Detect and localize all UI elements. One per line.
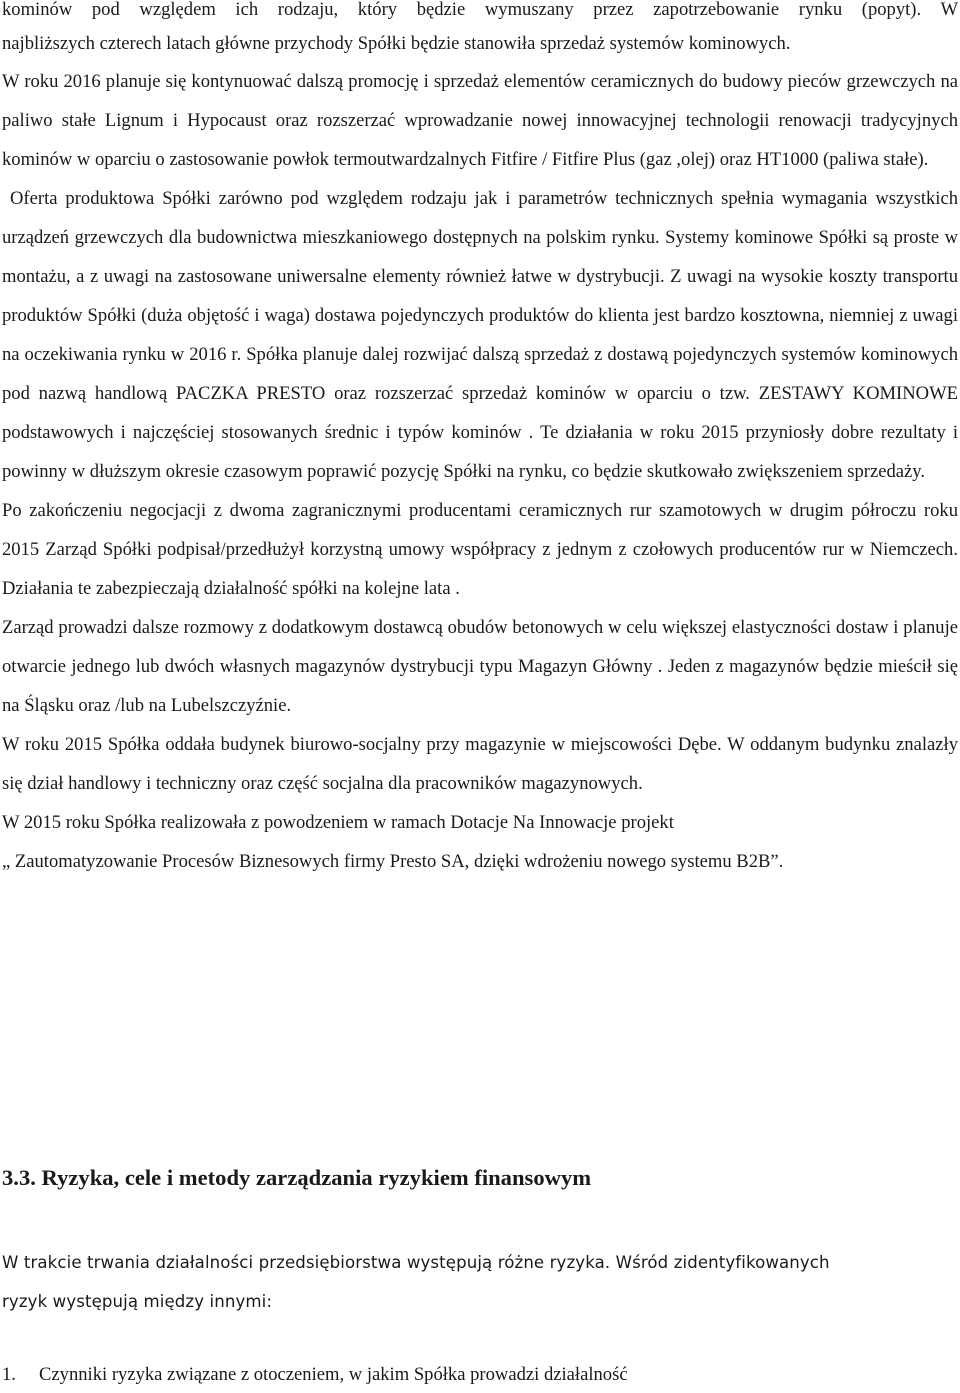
paragraph-office-building: W roku 2015 Spółka oddała budynek biurowo-socjalny przy magazynie w miejscowości Dębe. W oddanym budynku znalazły się dział handlowy i techniczny oraz część socjalna dla pracowników magazynowych. xyxy=(2,734,958,794)
paragraph-product-offer: Oferta produktowa Spółki zarówno pod względem rodzaju jak i parametrów technicznych spełnia wymagania wszystkich urządzeń grzewczych dla budownictwa mieszkaniowego dostępnych na polskim rynku. Systemy kominowe Spółki są proste w montażu, a z uwagi na zastosowane uniwersalne elementy również łatwe w dystrybucji. Z uwagi na wysokie koszty transportu produktów Spółki (duża objętość i waga) dostawa pojedynczych produktów do klienta jest bardzo kosztowna, niemniej z uwagi na oczekiwania rynku w 2016 r. Spółka planuje dalej rozwijać dalszą sprzedaż z dostawą pojedynczych systemów kominowych pod nazwą handlową PACZKA PRESTO oraz rozszerzać sprzedaż kominów w oparciu o tzw. ZESTAWY KOMINOWE podstawowych i najczęściej stosowanych średnic i typów kominów . Te działania w roku 2015 przyniosły dobre rezultaty i powinny w dłuższym okresie czasowym poprawić pozycję Spółki na rynku, co będzie skutkowało zwiększeniem sprzedaży. xyxy=(2,188,958,482)
paragraph-continuation-line-1: kominów pod względem ich rodzaju, który będzie wymuszany przez zapotrzebowanie rynku (popyt). W xyxy=(2,0,958,20)
section-intro-line-1: W trakcie trwania działalności przedsiębiorstwa występują różne ryzyka. Wśród zidentyfikowanych xyxy=(2,1253,830,1272)
section-title: Ryzyka, cele i metody zarządzania ryzykiem finansowym xyxy=(41,1165,592,1190)
list-item xyxy=(2,1360,958,1390)
section-number: 3.3. xyxy=(2,1165,36,1190)
section-intro xyxy=(2,1243,958,1321)
paragraph-continuation-line-2: najbliższych czterech latach główne przychody Spółki będzie stanowiła sprzedaż systemów kominowych. xyxy=(2,32,791,54)
section-intro-line-2: ryzyk występują między innymi: xyxy=(2,1292,273,1311)
paragraph-innovation-grant: W 2015 roku Spółka realizowała z powodzeniem w ramach Dotacje Na Innowacje projekt xyxy=(2,812,674,833)
paragraph-b2b-project: „ Zautomatyzowanie Procesów Biznesowych firmy Presto SA, dzięki wdrożeniu nowego systemu B2B”. xyxy=(2,851,784,872)
section-heading xyxy=(2,1160,591,1196)
list-item-number: 1. xyxy=(2,1364,16,1385)
paragraph-negotiations: Po zakończeniu negocjacji z dwoma zagranicznymi producentami ceramicznych rur szamotowych w drugim półroczu roku 2015 Zarząd Spółki podpisał/przedłużył korzystną umowy współpracy z jednym z czołowych producentów rur w Niemczech. Działania te zabezpieczają działalność spółki na kolejne lata . xyxy=(2,500,958,599)
paragraph-board-talks: Zarząd prowadzi dalsze rozmowy z dodatkowym dostawcą obudów betonowych w celu większej elastyczności dostaw i planuje otwarcie jednego lub dwóch własnych magazynów dystrybucji typu Magazyn Główny . Jeden z magazynów będzie mieścił się na Śląsku oraz /lub na Lubelszczyźnie. xyxy=(2,617,958,716)
list-item-text: Czynniki ryzyka związane z otoczeniem, w jakim Spółka prowadzi działalność xyxy=(39,1364,628,1385)
body-text xyxy=(2,0,958,881)
paragraph-promotion-2016: W roku 2016 planuje się kontynuować dalszą promocję i sprzedaż elementów ceramicznych do budowy pieców grzewczych na paliwo stałe Lignum i Hypocaust oraz rozszerzać wprowadzanie nowej innowacyjnej technologii renowacji tradycyjnych kominów w oparciu o zastosowanie powłok termoutwardzalnych Fitfire / Fitfire Plus (gaz ,olej) oraz HT1000 (paliwa stałe). xyxy=(2,71,958,170)
